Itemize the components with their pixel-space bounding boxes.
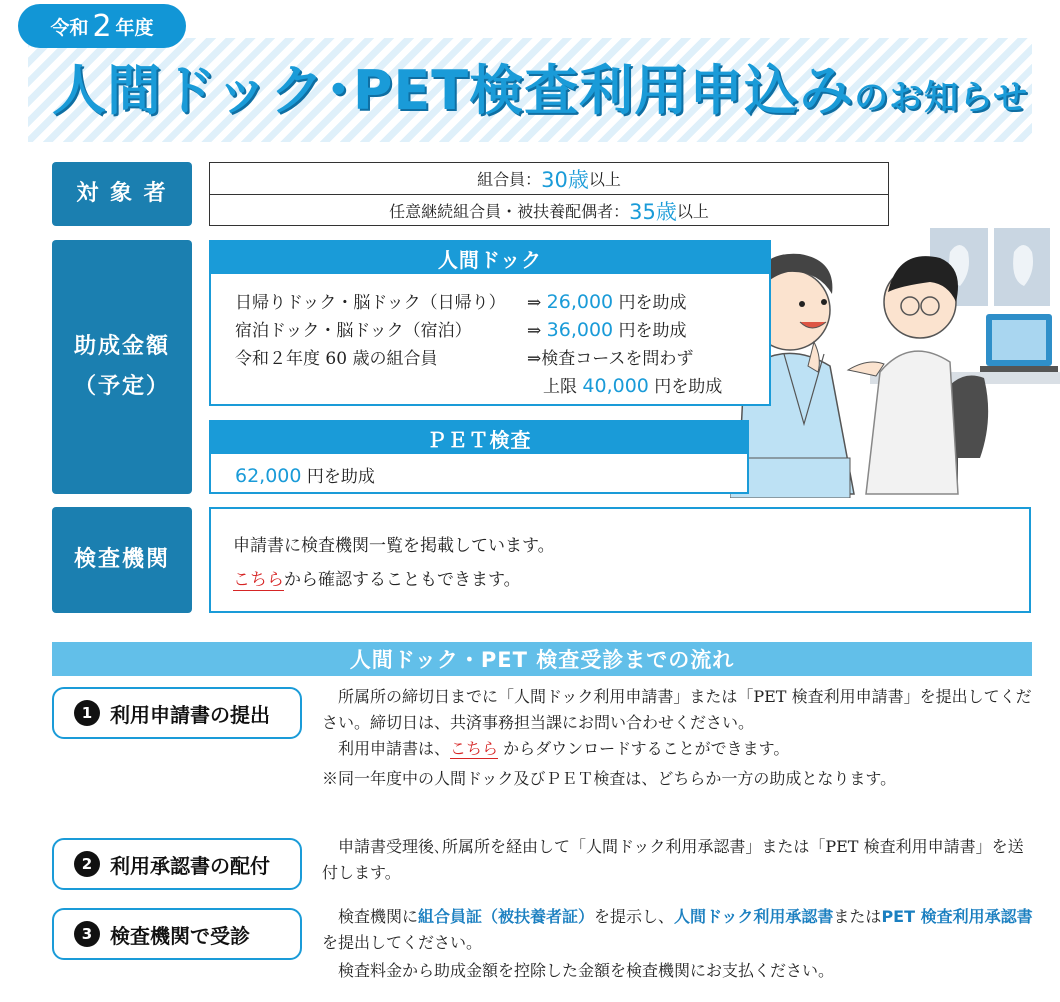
doctor-coat xyxy=(866,351,958,494)
dock-line-name: 令和２年度 60 歳の組合員 xyxy=(235,349,438,369)
step-label: 利用申請書の提出 xyxy=(110,702,270,727)
step-1-text: 所属所の締切日までに「人間ドック利用申請書」または「PET 検査利用申請書」を提出してください。締切日は、共済事務担当課にお問い合わせください。 xyxy=(322,687,1032,732)
step-3-text-part: を提出してください。 xyxy=(322,933,483,952)
institution-line: 申請書に検査機関一覧を掲載しています。 xyxy=(233,536,555,556)
step-1-note: ※同一年度中の人間ドック及びＰＥＴ検査は、どちらか一方の助成となります。 xyxy=(322,769,897,788)
dock-limit-line xyxy=(543,372,722,397)
step-2-button xyxy=(52,838,302,890)
ningen-dock-header: 人間ドック xyxy=(211,242,769,274)
target-row-suffix: 以上 xyxy=(588,170,621,189)
institution-label-text: 検査機関 xyxy=(73,547,170,572)
step-3-button xyxy=(52,908,302,960)
dock-line xyxy=(235,288,687,313)
institution-label xyxy=(52,507,192,613)
target-row-label: 組合員： xyxy=(477,170,542,189)
step-3-text xyxy=(322,904,1034,956)
year-prefix: 令和 xyxy=(50,16,89,39)
arrow: ⇒ xyxy=(527,349,542,369)
doctor-patient-illustration xyxy=(730,222,1060,498)
target-row-age: 35歳 xyxy=(629,199,677,224)
subsidy-label-note: （予定） xyxy=(73,374,170,399)
target-row xyxy=(210,163,888,194)
member-card-term: 組合員証（被扶養者証） xyxy=(418,907,595,926)
download-link[interactable]: こちら xyxy=(450,739,499,758)
page-title xyxy=(52,56,1042,133)
pet-amount: 62,000 xyxy=(235,465,302,487)
step-1-download-line xyxy=(322,736,1034,762)
ningen-dock-box xyxy=(209,240,771,406)
arrow: ⇒ xyxy=(527,321,542,341)
institution-link[interactable]: こちら xyxy=(233,570,284,590)
dock-line-tail: 円を助成 xyxy=(618,321,687,341)
dock-line-name: 日帰りドック・脳ドック（日帰り） xyxy=(235,293,506,313)
year-number: 2 xyxy=(92,8,112,44)
step-number: 2 xyxy=(74,851,100,877)
step-number: 1 xyxy=(74,700,100,726)
dock-line-tail: 円を助成 xyxy=(618,293,687,313)
dock-line xyxy=(235,316,687,341)
step-3-text-part: を提示し、 xyxy=(594,907,675,926)
pet-box xyxy=(209,420,749,494)
page-title-tail: のお知らせ xyxy=(854,78,1029,118)
step-1-button xyxy=(52,687,302,739)
pet-approval-term: PET 検査利用承認書 xyxy=(881,907,1033,926)
step-3-payment: 検査料金から助成金額を控除した金額を検査機関にお支払ください。 xyxy=(338,961,835,980)
dock-line-amount: 36,000 xyxy=(546,319,614,341)
step-3-text-part: 検査機関に xyxy=(338,907,419,926)
subsidy-label-text: 助成金額 xyxy=(73,334,170,359)
flow-header: 人間ドック・PET 検査受診までの流れ xyxy=(52,642,1032,676)
target-table xyxy=(209,162,889,226)
limit-label: 上限 xyxy=(543,377,577,397)
institution-line xyxy=(233,565,521,590)
pet-header: ＰＥＴ検査 xyxy=(211,422,747,454)
target-row-suffix: 以上 xyxy=(676,202,709,221)
subsidy-label xyxy=(52,240,192,494)
target-row-label: 任意継続組合員・被扶養配偶者： xyxy=(389,202,630,221)
dock-line xyxy=(235,344,693,369)
limit-amount: 40,000 xyxy=(582,375,649,397)
arrow: ⇒ xyxy=(527,293,542,313)
pet-line xyxy=(235,462,375,487)
download-pre: 利用申請書は、 xyxy=(338,739,451,758)
year-suffix: 年度 xyxy=(115,16,154,39)
target-label-text: 対 象 者 xyxy=(76,181,168,206)
institution-box xyxy=(209,507,1031,613)
dock-line-amount: 26,000 xyxy=(546,291,614,313)
step-2-text: 申請書受理後､所属所を経由して「人間ドック利用承認書」または「PET 検査利用申請書」を送付します。 xyxy=(322,837,1024,882)
dock-line-name: 宿泊ドック・脳ドック（宿泊） xyxy=(235,321,472,341)
target-row-age: 30歳 xyxy=(541,167,589,192)
limit-tail: 円を助成 xyxy=(654,377,723,397)
dock-approval-term: 人間ドック利用承認書 xyxy=(674,907,834,926)
target-label xyxy=(52,162,192,226)
download-tail: からダウンロードすることができます。 xyxy=(498,739,790,758)
year-badge xyxy=(18,4,186,48)
step-number: 3 xyxy=(74,921,100,947)
institution-line-tail: から確認することもできます。 xyxy=(284,570,521,590)
step-label: 検査機関で受診 xyxy=(110,923,250,948)
pet-tail: 円を助成 xyxy=(306,467,375,487)
step-3-text-part: または xyxy=(833,907,882,926)
page-title-main: 人間ドック･PET検査利用申込み xyxy=(52,59,855,122)
step-label: 利用承認書の配付 xyxy=(110,853,270,878)
dock-line-tail: 検査コースを問わず xyxy=(541,349,694,369)
